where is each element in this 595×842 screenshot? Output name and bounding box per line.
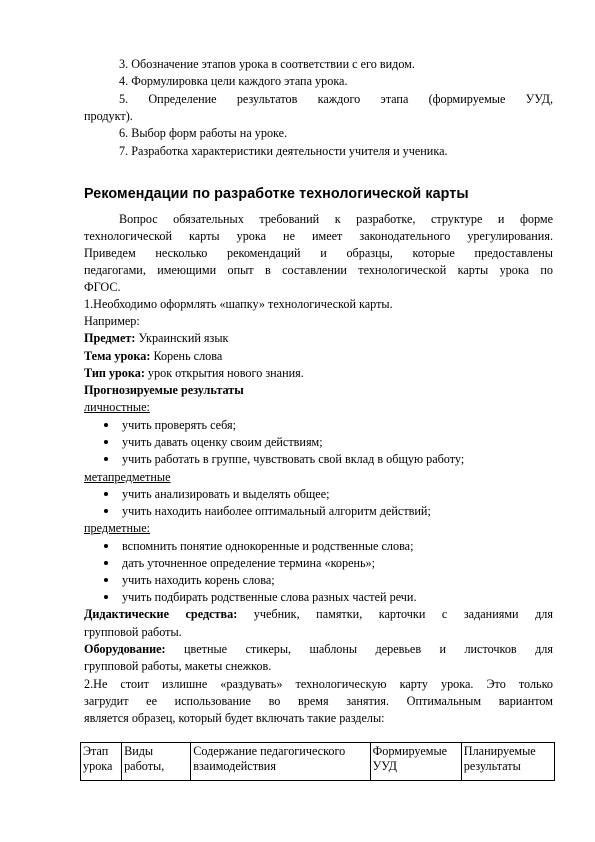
forecast-heading (84, 383, 244, 398)
subject-result-2: дать уточненное определение термина «корень»; (122, 556, 376, 570)
personal-item-3: учить работать в группе, чувствовать свой вклад в общую работу; (122, 452, 465, 466)
table-header-cell: Этап урока (81, 743, 122, 781)
didactic-line-1 (84, 607, 553, 622)
step-7: 7. Разработка характеристики деятельности учителя и ученика. (119, 144, 448, 158)
bullet-icon (104, 504, 110, 510)
meta-title: метапредметные (84, 470, 171, 484)
subject-label: Предмет: (84, 331, 136, 345)
topic-label: Тема урока: (84, 349, 151, 363)
table-header-cell: Планируемые результаты (461, 743, 554, 781)
table-header-cell: Виды работы, (122, 743, 191, 781)
point-1: 1.Необходимо оформлять «шапку» технологической карты. (84, 297, 393, 311)
forecast-label: Прогнозируемые результаты (84, 383, 244, 397)
type-label: Тип урока: (84, 366, 145, 380)
subject-line (84, 331, 228, 346)
equipment-line-1 (84, 642, 553, 657)
subject-result-1: вспомнить понятие однокоренные и родственные слова; (122, 539, 414, 553)
topic-line (84, 349, 222, 364)
personal-item-1: учить проверять себя; (122, 418, 236, 432)
bullet-icon (104, 539, 110, 545)
intro-line-5: ФГОС. (84, 280, 121, 294)
section-heading: Рекомендации по разработке технологической карты (84, 186, 469, 202)
example-label: Например: (84, 314, 140, 328)
intro-line-4: педагогами, имеющими опыт в составлении технологической карты урока по (84, 263, 553, 277)
step-4: 4. Формулировка цели каждого этапа урока. (119, 74, 348, 88)
step-5-cont: продукт). (84, 109, 133, 123)
tech-card-table (80, 742, 555, 781)
bullet-icon (104, 452, 110, 458)
point-2-line-3: является образец, который будет включать такие разделы: (84, 711, 385, 725)
table-header-row (81, 743, 555, 781)
personal-title: личностные: (84, 400, 150, 414)
bullet-icon (104, 573, 110, 579)
type-line (84, 366, 304, 381)
type-value: урок открытия нового знания. (144, 366, 304, 380)
intro-line-3: Приведем несколько рекомендаций и образцы, которые предоставлены (84, 246, 553, 260)
step-5: 5. Определение результатов каждого этапа (формируемые УУД, (119, 92, 553, 106)
equipment-value: цветные стикеры, шаблоны деревьев и листочков для (165, 642, 553, 656)
subject-results-title: предметные: (84, 521, 151, 535)
bullet-icon (104, 418, 110, 424)
bullet-icon (104, 487, 110, 493)
didactic-line-2: групповой работы. (84, 625, 182, 639)
bullet-icon (104, 590, 110, 596)
equipment-line-2: групповой работы, макеты снежков. (84, 659, 272, 673)
didactic-label: Дидактические средства: (84, 607, 238, 621)
personal-item-2: учить давать оценку своим действиям; (122, 435, 323, 449)
subject-result-3: учить находить корень слова; (122, 573, 275, 587)
meta-item-2: учить находить наиболее оптимальный алгоритм действий; (122, 504, 431, 518)
subject-value: Украинский язык (135, 331, 229, 345)
intro-line-2: технологической карты урока не имеет законодательного урегулирования. (84, 229, 553, 243)
subject-result-4: учить подбирать родственные слова разных частей речи. (122, 590, 417, 604)
topic-value: Корень слова (150, 349, 223, 363)
didactic-value: учебник, памятки, карточки с заданиями для (237, 607, 553, 621)
meta-item-1: учить анализировать и выделять общее; (122, 487, 330, 501)
point-2-line-1: 2.Не стоит излишне «раздувать» технологическую карту урока. Это только (84, 677, 553, 691)
step-6: 6. Выбор форм работы на уроке. (119, 126, 288, 140)
bullet-icon (104, 435, 110, 441)
table-header-cell: Содержание педагогического взаимодействия (191, 743, 370, 781)
step-3: 3. Обозначение этапов урока в соответствии с его видом. (119, 57, 415, 71)
bullet-icon (104, 556, 110, 562)
table-header-cell: Формируемые УУД (370, 743, 461, 781)
point-2-line-2: загрудит ее использование во время занятия. Оптимальным вариантом (84, 694, 553, 708)
intro-line-1: Вопрос обязательных требований к разработке, структуре и форме (119, 212, 553, 226)
equipment-label: Оборудование: (84, 642, 166, 656)
